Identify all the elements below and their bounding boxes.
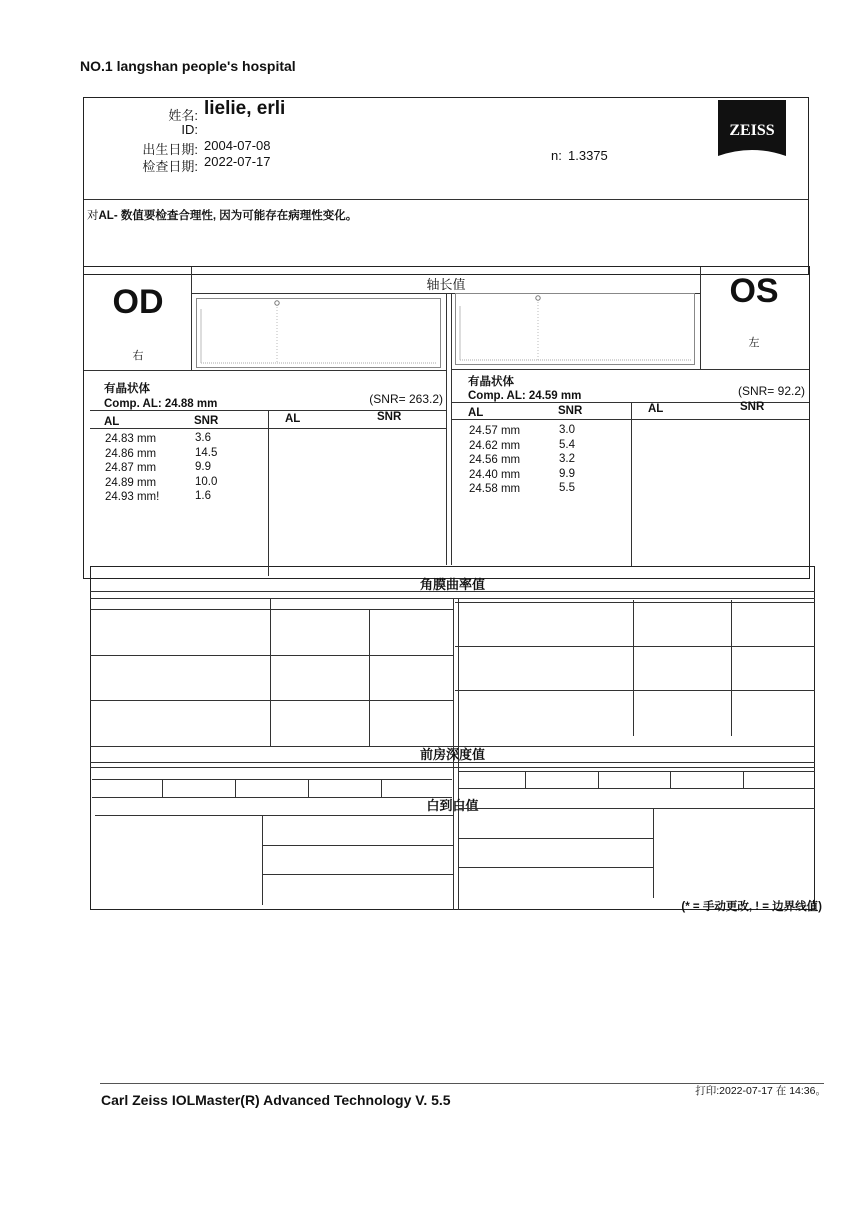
- od-col-al-2: AL: [285, 413, 301, 425]
- os-row-al-value: 24.57 mm: [469, 425, 521, 437]
- zeiss-logo: [718, 100, 786, 166]
- od-row-al-value: 24.89 mm: [105, 476, 157, 489]
- axial-section-title: 轴长值: [426, 277, 466, 292]
- name-label: 姓名:: [168, 108, 198, 123]
- wtw-od-row-2: [262, 874, 453, 875]
- os-row-snr-value: 9.9: [559, 467, 575, 480]
- center-divider-b: [451, 293, 452, 565]
- acd-os-cell-2: [598, 771, 599, 789]
- wtw-os-div: [653, 808, 654, 898]
- od-label: OD: [112, 283, 164, 321]
- al-warning: 对AL- 数值要检查合理性, 因为可能存在病理性变化。: [87, 210, 358, 222]
- os-side-label: 左: [748, 337, 760, 349]
- os-graph-peak: [536, 296, 540, 300]
- od-row-snr-value: 3.6: [195, 432, 211, 444]
- os-col-snr-2: SNR: [740, 401, 765, 413]
- os-graph-bottom-line: [452, 369, 809, 370]
- os-row-snr-value: 3.2: [559, 453, 575, 465]
- od-row-snr-value: 1.6: [195, 490, 211, 502]
- acd-os-cell-3: [670, 771, 671, 789]
- k-os-div-2: [731, 600, 732, 736]
- acd-line-2: [90, 767, 815, 768]
- os-graph-plot: [456, 294, 694, 364]
- od-graph-bottom-line: [84, 370, 446, 371]
- acd-section-title: 前房深度值: [419, 747, 485, 762]
- k-os-row-1: [455, 646, 815, 647]
- n-label: n:: [551, 148, 562, 163]
- wtw-od-div: [262, 815, 263, 905]
- k-od-div-1: [270, 598, 271, 746]
- k-od-row-2: [90, 700, 454, 701]
- acd-od-line: [92, 779, 452, 780]
- logo-text: ZEISS: [729, 122, 775, 139]
- k-line-1: [90, 591, 815, 592]
- acd-os-cell-1: [525, 771, 526, 789]
- hospital-name: NO.1 langshan people's hospital: [80, 58, 296, 74]
- os-col-al: AL: [468, 407, 484, 419]
- k-od-row-1: [90, 655, 454, 656]
- od-col-al: AL: [104, 416, 120, 428]
- os-col-snr: SNR: [558, 405, 583, 417]
- os-label-divider: [700, 267, 701, 369]
- patient-name: lielie, erli: [204, 98, 286, 119]
- n-value: 1.3375: [568, 148, 608, 163]
- od-row-al-value: 24.87 mm: [105, 462, 157, 474]
- keratometry-section-title: 角膜曲率值: [419, 577, 485, 592]
- od-graph-plot: [197, 299, 440, 367]
- os-column-divider: [631, 402, 632, 566]
- k-line-od-3: [90, 609, 454, 610]
- os-row-snr-value: 3.0: [559, 424, 575, 436]
- od-col-snr: SNR: [194, 415, 219, 427]
- id-label: ID:: [181, 122, 198, 137]
- od-side-label: 右: [132, 350, 144, 362]
- wtw-os-row-2: [459, 867, 653, 868]
- od-row-snr-value: 14.5: [195, 446, 218, 459]
- os-col-al-2: AL: [648, 403, 664, 415]
- od-snr: (SNR= 263.2): [369, 392, 443, 406]
- os-row-al-value: 24.56 mm: [469, 454, 521, 466]
- od-row-snr-value: 9.9: [195, 461, 211, 473]
- od-col-snr-2: SNR: [377, 411, 402, 423]
- k-os-row-2: [455, 690, 815, 691]
- od-row-al-value: 24.93 mm!: [105, 491, 160, 503]
- acd-os-bottom: [459, 788, 815, 789]
- od-graph-peak: [275, 301, 279, 305]
- acd-os-line: [459, 771, 815, 772]
- acd-os-cell-4: [743, 771, 744, 789]
- od-comp-al: Comp. AL: 24.88 mm: [104, 398, 218, 410]
- os-comp-al: Comp. AL: 24.59 mm: [468, 390, 582, 402]
- od-column-divider: [268, 410, 269, 576]
- od-row-al-value: 24.86 mm: [105, 447, 157, 460]
- od-label-divider: [191, 267, 192, 370]
- footer-product: Carl Zeiss IOLMaster(R) Advanced Technology V. 5.5: [101, 1092, 451, 1108]
- os-lens-status: 有晶状体: [468, 376, 514, 388]
- od-row-snr-value: 10.0: [195, 475, 218, 488]
- header-divider: [84, 199, 808, 200]
- os-axial-graph: [455, 293, 695, 365]
- exam-date-label: 检查日期:: [142, 159, 198, 174]
- os-row-al-value: 24.58 mm: [469, 483, 521, 495]
- os-label: OS: [729, 272, 779, 310]
- legend-note: (* = 手动更改, ! = 边界线值): [681, 901, 822, 913]
- dob-label: 出生日期:: [142, 142, 198, 157]
- k-od-div-2: [369, 609, 370, 746]
- exam-date-value: 2022-07-17: [204, 154, 271, 169]
- footer-print-time: 打印:2022-07-17 在 14:36。: [695, 1085, 826, 1097]
- wtw-section-title: 白到白值: [426, 798, 479, 813]
- od-axial-graph: [196, 298, 441, 368]
- k-line-os-3: [455, 602, 815, 603]
- wtw-os-row-1: [459, 838, 653, 839]
- os-row-al-value: 24.40 mm: [469, 468, 521, 481]
- wtw-od-line: [95, 815, 453, 816]
- wtw-os-line: [459, 808, 815, 809]
- wtw-od-row-1: [262, 845, 453, 846]
- os-snr: (SNR= 92.2): [737, 384, 805, 398]
- center-divider-a: [446, 293, 447, 565]
- acd-line-1: [90, 762, 815, 763]
- k-os-div-1: [633, 600, 634, 736]
- od-row-al-value: 24.83 mm: [105, 433, 157, 445]
- dob-value: 2004-07-08: [204, 138, 271, 153]
- os-row-snr-value: 5.5: [559, 482, 575, 494]
- os-row-snr-value: 5.4: [559, 438, 575, 451]
- os-row-al-value: 24.62 mm: [469, 439, 521, 452]
- od-lens-status: 有晶状体: [104, 383, 150, 395]
